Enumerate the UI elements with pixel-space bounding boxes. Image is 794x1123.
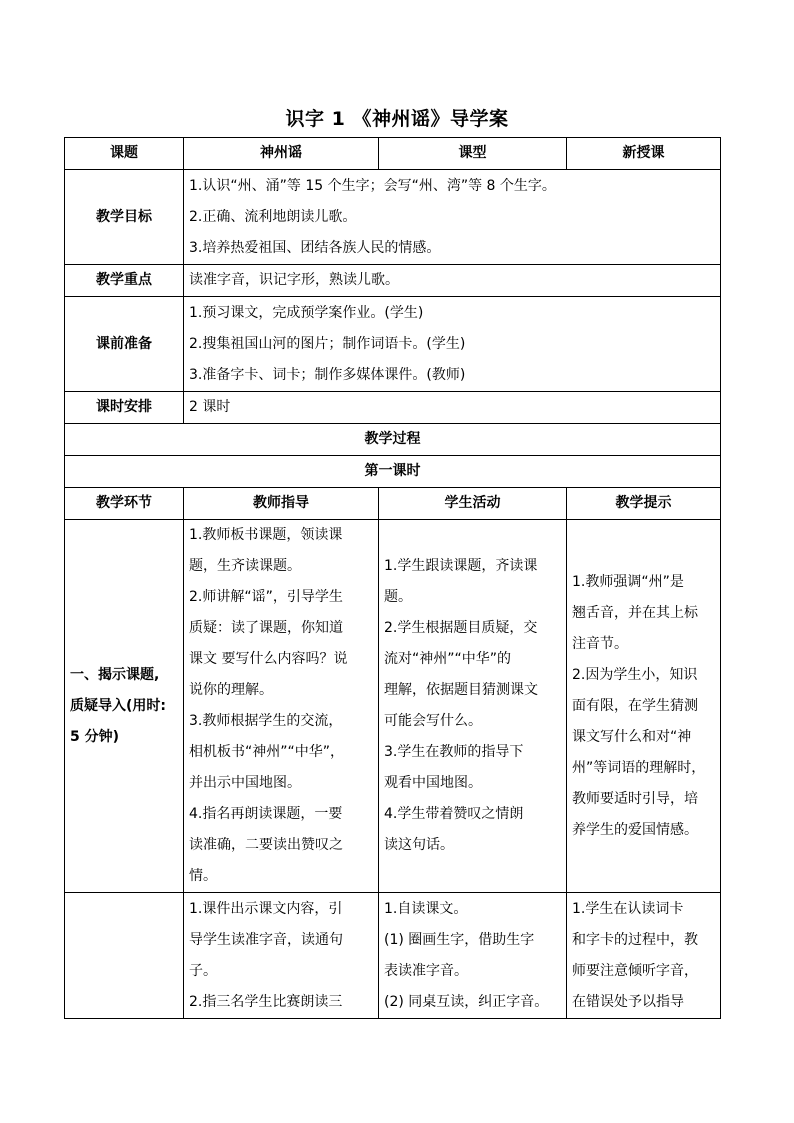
key-points-label: 教学重点 [65, 265, 184, 297]
schedule-label: 课时安排 [65, 392, 184, 424]
teacher-line: 题，生齐读课题。 [189, 558, 301, 574]
student-line: 表读准字音。 [384, 962, 468, 979]
section-row [65, 520, 721, 893]
tips-line: 1.学生在认读词卡 [572, 900, 684, 917]
schedule-value: 2 课时 [184, 392, 721, 424]
step-line: 一、揭示课题, [70, 666, 160, 683]
student-line: 2.学生根据题目质疑，交 [384, 620, 538, 636]
objectives-label: 教学目标 [65, 170, 184, 265]
lesson-plan-table [64, 137, 721, 1019]
tips-line: 2.因为学生小，知识 [572, 666, 698, 683]
topic-label: 课题 [65, 138, 184, 170]
student-line: 读这句话。 [384, 837, 454, 853]
period-title-row [65, 456, 721, 488]
teacher-line: 子。 [189, 962, 217, 979]
preparation-row [65, 297, 721, 392]
tips-line: 注音节。 [572, 635, 628, 652]
student-line: 可能会写什么。 [384, 713, 482, 729]
student-line: 3.学生在教师的指导下 [384, 744, 524, 760]
student-line: 1.学生跟读课题，齐读课 [384, 558, 538, 574]
preparation-item: 1.预习课文，完成预学案作业。(学生) [189, 304, 424, 321]
student-line: 4.学生带着赞叹之情朗 [384, 806, 524, 822]
tips-line: 面有限，在学生猜测 [572, 697, 698, 714]
objective-item: 1.认识“州、涌”等 15 个生字；会写“州、湾”等 8 个生字。 [189, 177, 556, 194]
student-line: 观看中国地图。 [384, 775, 482, 791]
step-line: 质疑导入(用时: [70, 697, 166, 714]
objective-item: 3.培养热爱祖国、团结各族人民的情感。 [189, 239, 441, 256]
teacher-line: 导学生读准字音，读通句 [189, 931, 343, 948]
objectives-row [65, 170, 721, 265]
column-header-row [65, 488, 721, 520]
header-row [65, 138, 721, 170]
tips-line: 课文写什么和对“神 [572, 728, 692, 745]
student-line: 理解，依据题目猜测课文 [384, 682, 538, 698]
period-title: 第一课时 [65, 456, 721, 488]
topic-value: 神州谣 [184, 138, 379, 170]
teacher-line: 质疑：读了课题，你知道 [189, 620, 343, 636]
student-line: 题。 [384, 589, 412, 605]
teacher-line: 相机板书“神州”“中华”， [189, 744, 345, 760]
column-header: 教师指导 [184, 488, 379, 520]
teacher-line: 1.教师板书课题，领读课 [189, 527, 343, 543]
tips-line: 教师要适时引导，培 [572, 790, 698, 807]
teacher-line: 并出示中国地图。 [189, 775, 301, 791]
step-line: 5 分钟) [70, 728, 120, 745]
key-points-row [65, 265, 721, 297]
student-line: 1.自读课文。 [384, 900, 468, 917]
tips-line: 1.教师强调“州”是 [572, 573, 684, 590]
column-header: 教学提示 [567, 488, 721, 520]
key-points-value: 读准字音，识记字形，熟读儿歌。 [184, 265, 721, 297]
preparation-content [184, 297, 721, 392]
teacher-line: 情。 [189, 868, 217, 884]
page-title: 识字 1 《神州谣》导学案 [285, 108, 509, 130]
column-header: 教学环节 [65, 488, 184, 520]
tips-line: 养学生的爱国情感。 [572, 821, 698, 838]
tips-cell [567, 520, 721, 893]
process-title-row [65, 424, 721, 456]
tips-line: 在错误处予以指导 [572, 993, 684, 1010]
column-header: 学生活动 [379, 488, 567, 520]
teacher-line: 3.教师根据学生的交流， [189, 713, 343, 729]
type-value: 新授课 [567, 138, 721, 170]
student-line: (2) 同桌互读，纠正字音。 [384, 993, 549, 1010]
schedule-row [65, 392, 721, 424]
objectives-content [184, 170, 721, 265]
teacher-line: 说你的理解。 [189, 682, 273, 698]
teacher-line: 2.指三名学生比赛朗读三 [189, 993, 343, 1010]
tips-line: 翘舌音，并在其上标 [572, 604, 698, 621]
teacher-line: 2.师讲解“谣”，引导学生 [189, 589, 343, 605]
student-line: 流对“神州”“中华”的 [384, 651, 512, 667]
type-label: 课型 [379, 138, 567, 170]
teacher-cell [184, 520, 379, 893]
section-row [65, 893, 721, 1019]
preparation-label: 课前准备 [65, 297, 184, 392]
process-title: 教学过程 [65, 424, 721, 456]
teacher-line: 4.指名再朗读课题，一要 [189, 806, 343, 822]
tips-line: 和字卡的过程中，教 [572, 931, 698, 948]
teacher-cell [184, 893, 379, 1019]
objective-item: 2.正确、流利地朗读儿歌。 [189, 208, 357, 225]
preparation-item: 2.搜集祖国山河的图片；制作词语卡。(学生) [189, 335, 466, 352]
tips-line: 州”等词语的理解时， [572, 759, 706, 776]
preparation-item: 3.准备字卡、词卡；制作多媒体课件。(教师) [189, 366, 466, 383]
tips-cell [567, 893, 721, 1019]
step-cell [65, 893, 184, 1019]
step-cell [65, 520, 184, 893]
teacher-line: 课文 要写什么内容吗？说 [189, 651, 348, 667]
tips-line: 师要注意倾听字音， [572, 962, 698, 979]
teacher-line: 1.课件出示课文内容，引 [189, 900, 343, 917]
student-line: (1) 圈画生字，借助生字 [384, 931, 535, 948]
student-cell [379, 893, 567, 1019]
student-cell [379, 520, 567, 893]
teacher-line: 读准确，二要读出赞叹之 [189, 837, 343, 853]
